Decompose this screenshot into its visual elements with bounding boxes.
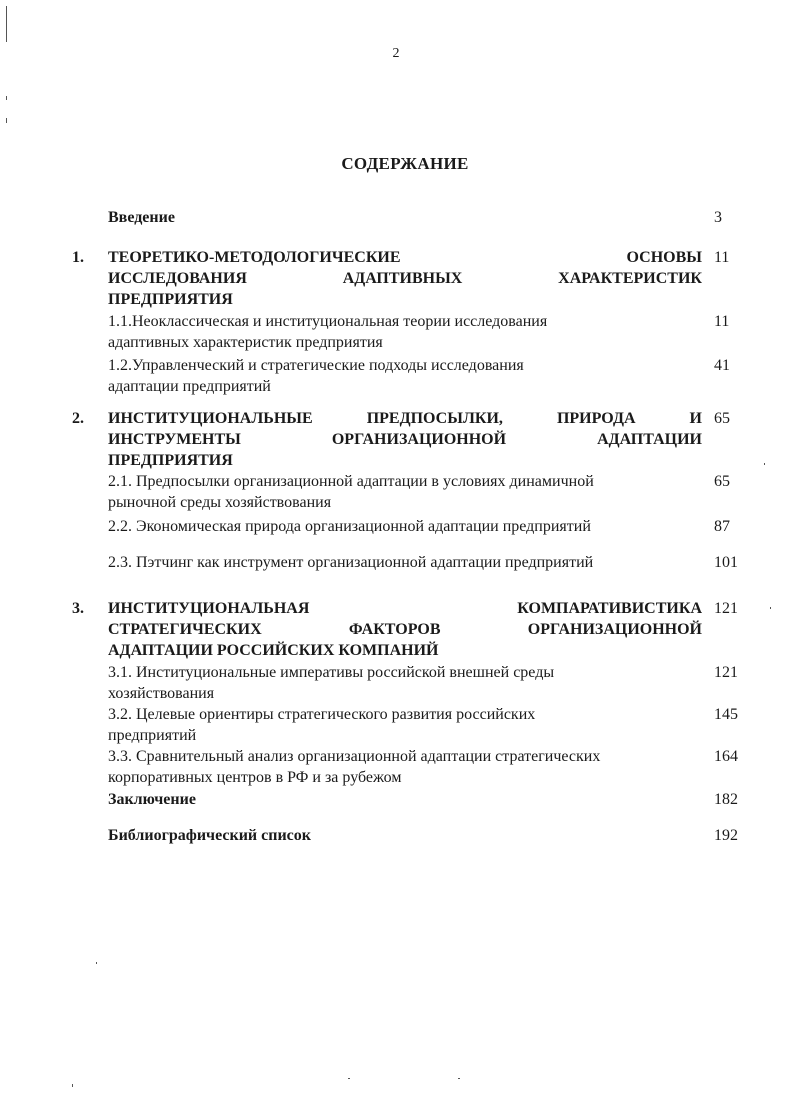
chapter-3-title-line-1: ИНСТИТУЦИОНАЛЬНАЯ КОМПАРАТИВИСТИКА	[108, 600, 702, 617]
toc-bibliography-page: 192	[714, 827, 738, 844]
scan-artifact-dot	[764, 463, 765, 465]
toc-conclusion-label: Заключение	[108, 791, 196, 808]
chapter-3-page: 121	[714, 600, 738, 617]
chapter-2-title-line-2: ИНСТРУМЕНТЫ ОРГАНИЗАЦИОННОЙ АДАПТАЦИИ	[108, 431, 702, 448]
section-2-1-page: 65	[714, 473, 730, 490]
chapter-3-title-line-2: СТРАТЕГИЧЕСКИХ ФАКТОРОВ ОРГАНИЗАЦИОННОЙ	[108, 621, 702, 638]
scan-artifact-dot	[6, 118, 7, 123]
section-2-1	[108, 471, 702, 513]
section-1-2	[108, 355, 702, 397]
scan-artifact-dot	[770, 607, 771, 609]
chapter-1-number: 1.	[72, 249, 84, 266]
section-1-1-page: 11	[714, 313, 730, 330]
chapter-3-title	[108, 598, 702, 661]
chapter-1-title-line-1: ТЕОРЕТИКО-МЕТОДОЛОГИЧЕСКИЕ ОСНОВЫ	[108, 249, 702, 266]
toc-intro-label: Введение	[108, 209, 175, 226]
section-2-2-line-1: 2.2. Экономическая природа организационной адаптации предприятий	[108, 518, 591, 535]
page-number: 2	[392, 46, 400, 61]
section-2-2-page: 87	[714, 518, 730, 535]
section-1-2-page: 41	[714, 357, 730, 374]
section-3-2	[108, 704, 702, 746]
scan-artifact-line	[6, 6, 7, 42]
chapter-2-page: 65	[714, 410, 730, 427]
chapter-1-title-line-2: ИССЛЕДОВАНИЯ АДАПТИВНЫХ ХАРАКТЕРИСТИК	[108, 270, 702, 287]
toc-intro-page: 3	[714, 209, 722, 226]
chapter-2-title	[108, 408, 702, 471]
chapter-2-title-line-1: ИНСТИТУЦИОНАЛЬНЫЕ ПРЕДПОСЫЛКИ, ПРИРОДА И	[108, 410, 702, 427]
section-3-2-line-2: предприятий	[108, 727, 197, 744]
scan-artifact-dot	[458, 1078, 460, 1079]
chapter-1-title-line-3: ПРЕДПРИЯТИЯ	[108, 291, 233, 308]
scan-artifact-dot	[348, 1078, 350, 1079]
section-3-2-page: 145	[714, 706, 738, 723]
section-1-1-line-1: 1.1.Неоклассическая и институциональная теории исследования	[108, 313, 548, 330]
scan-artifact-dot	[6, 96, 7, 100]
page-title: СОДЕРЖАНИЕ	[341, 154, 469, 173]
section-2-3	[108, 552, 702, 573]
section-1-2-line-2: адаптации предприятий	[108, 378, 271, 395]
section-3-1-page: 121	[714, 664, 738, 681]
scan-artifact-dot	[96, 962, 97, 964]
section-2-1-line-1: 2.1. Предпосылки организационной адаптации в условиях динамичной	[108, 473, 594, 490]
section-2-3-line-1: 2.3. Пэтчинг как инструмент организационной адаптации предприятий	[108, 554, 594, 571]
section-2-1-line-2: рыночной среды хозяйствования	[108, 494, 332, 511]
chapter-3-number: 3.	[72, 600, 84, 617]
chapter-2-number: 2.	[72, 410, 84, 427]
section-3-3-line-1: 3.3. Сравнительный анализ организационной адаптации стратегических	[108, 748, 601, 765]
section-3-1	[108, 662, 702, 704]
chapter-2-title-line-3: ПРЕДПРИЯТИЯ	[108, 452, 233, 469]
section-2-2	[108, 516, 702, 537]
section-1-1	[108, 311, 702, 353]
toc-conclusion-page: 182	[714, 791, 738, 808]
section-3-3-line-2: корпоративных центров в РФ и за рубежом	[108, 769, 402, 786]
scan-artifact-dot	[72, 1084, 73, 1087]
section-3-2-line-1: 3.2. Целевые ориентиры стратегического развития российских	[108, 706, 536, 723]
section-3-3	[108, 746, 702, 788]
chapter-3-title-line-3: АДАПТАЦИИ РОССИЙСКИХ КОМПАНИЙ	[108, 642, 439, 659]
section-1-2-line-1: 1.2.Управленческий и стратегические подходы исследования	[108, 357, 524, 374]
section-1-1-line-2: адаптивных характеристик предприятия	[108, 334, 383, 351]
section-3-3-page: 164	[714, 748, 738, 765]
chapter-1-title	[108, 247, 702, 310]
chapter-1-page: 11	[714, 249, 730, 266]
section-3-1-line-2: хозяйствования	[108, 685, 215, 702]
section-3-1-line-1: 3.1. Институциональные императивы российской внешней среды	[108, 664, 555, 681]
toc-bibliography-label: Библиографический список	[108, 827, 311, 844]
section-2-3-page: 101	[714, 554, 738, 571]
